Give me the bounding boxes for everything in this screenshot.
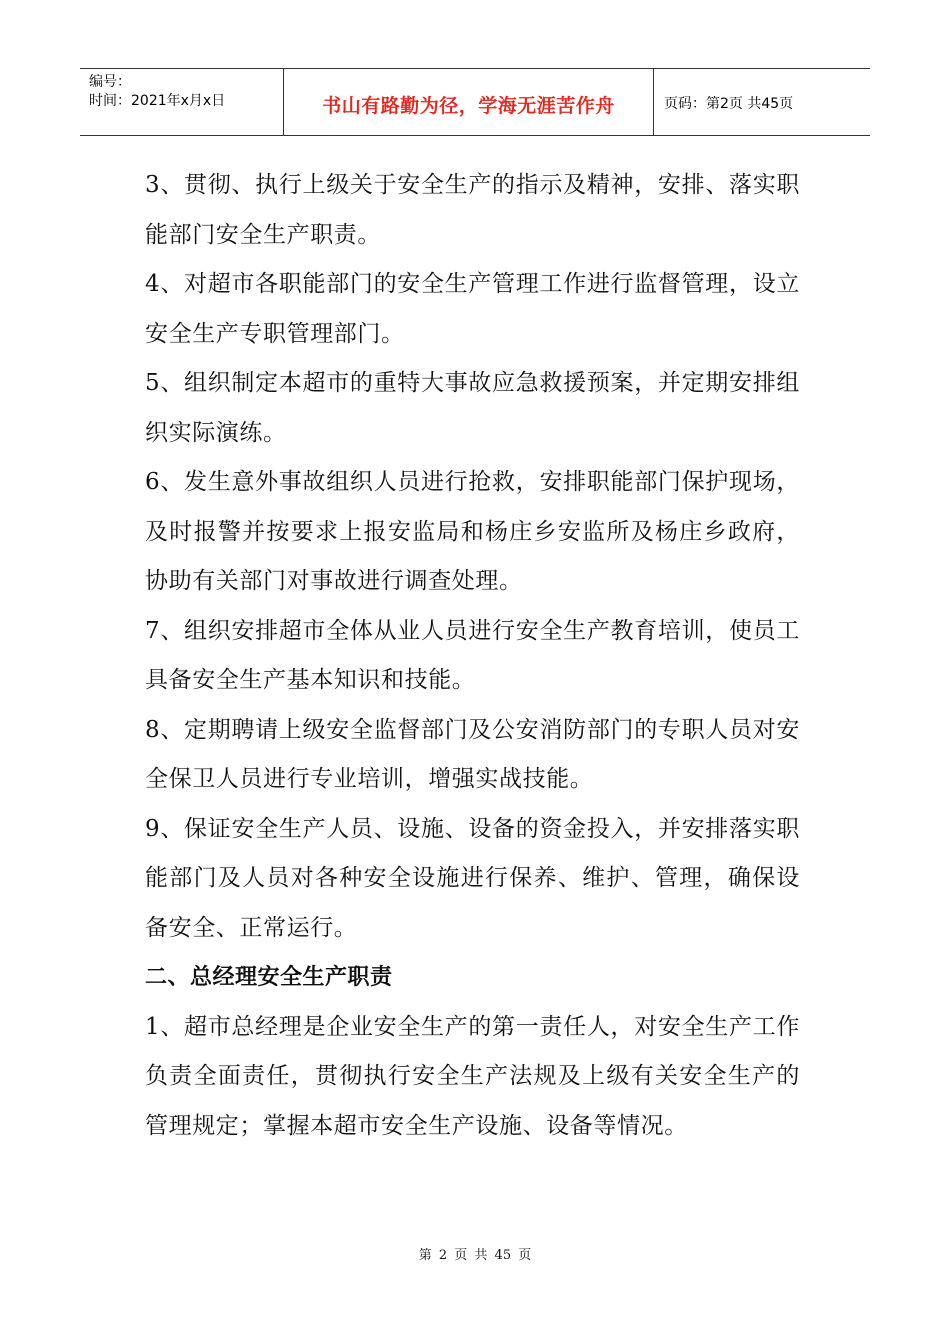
paragraph-item-3: 3、贯彻、执行上级关于安全生产的指示及精神，安排、落实职能部门安全生产职责。 <box>145 172 800 248</box>
document-body <box>145 161 800 1151</box>
page-info-text: 页码：第2页 共45页 <box>664 96 794 112</box>
motto-text: 书山有路勤为径，学海无涯苦作舟 <box>322 94 615 117</box>
header-meta <box>80 69 284 135</box>
paragraph-item-6: 6、发生意外事故组织人员进行抢救，安排职能部门保护现场，及时报警并按要求上报安监局和杨庄乡安监所及杨庄乡政府，协助有关部门对事故进行调查处理。 <box>145 469 800 594</box>
header-motto-cell <box>284 69 654 135</box>
paragraph-item-7: 7、组织安排超市全体从业人员进行安全生产教育培训，使员工具备安全生产基本知识和技能。 <box>145 617 800 693</box>
page-header <box>80 68 870 136</box>
paragraph-item-9: 9、保证安全生产人员、设施、设备的资金投入，并安排落实职能部门及人员对各种安全设施进行保养、维护、管理，确保设备安全、正常运行。 <box>145 815 800 941</box>
time-label: 时间：2021年x月x日 <box>89 93 226 109</box>
paragraph-item-5: 5、组织制定本超市的重特大事故应急救援预案，并定期安排组织实际演练。 <box>145 370 800 446</box>
page-footer: 第 2 页 共 45 页 <box>418 1248 532 1263</box>
section-heading: 二、总经理安全生产职责 <box>145 965 393 990</box>
paragraph-item-8: 8、定期聘请上级安全监督部门及公安消防部门的专职人员对安全保卫人员进行专业培训，增强实战技能。 <box>145 716 800 792</box>
header-page-info <box>654 69 870 135</box>
section-paragraph-1: 1、超市总经理是企业安全生产的第一责任人，对安全生产工作负责全面责任，贯彻执行安全生产法规及上级有关安全生产的管理规定；掌握本超市安全生产设施、设备等情况。 <box>145 1013 800 1139</box>
serial-label: 编号： <box>89 74 131 90</box>
paragraph-item-4: 4、对超市各职能部门的安全生产管理工作进行监督管理，设立安全生产专职管理部门。 <box>145 271 800 347</box>
